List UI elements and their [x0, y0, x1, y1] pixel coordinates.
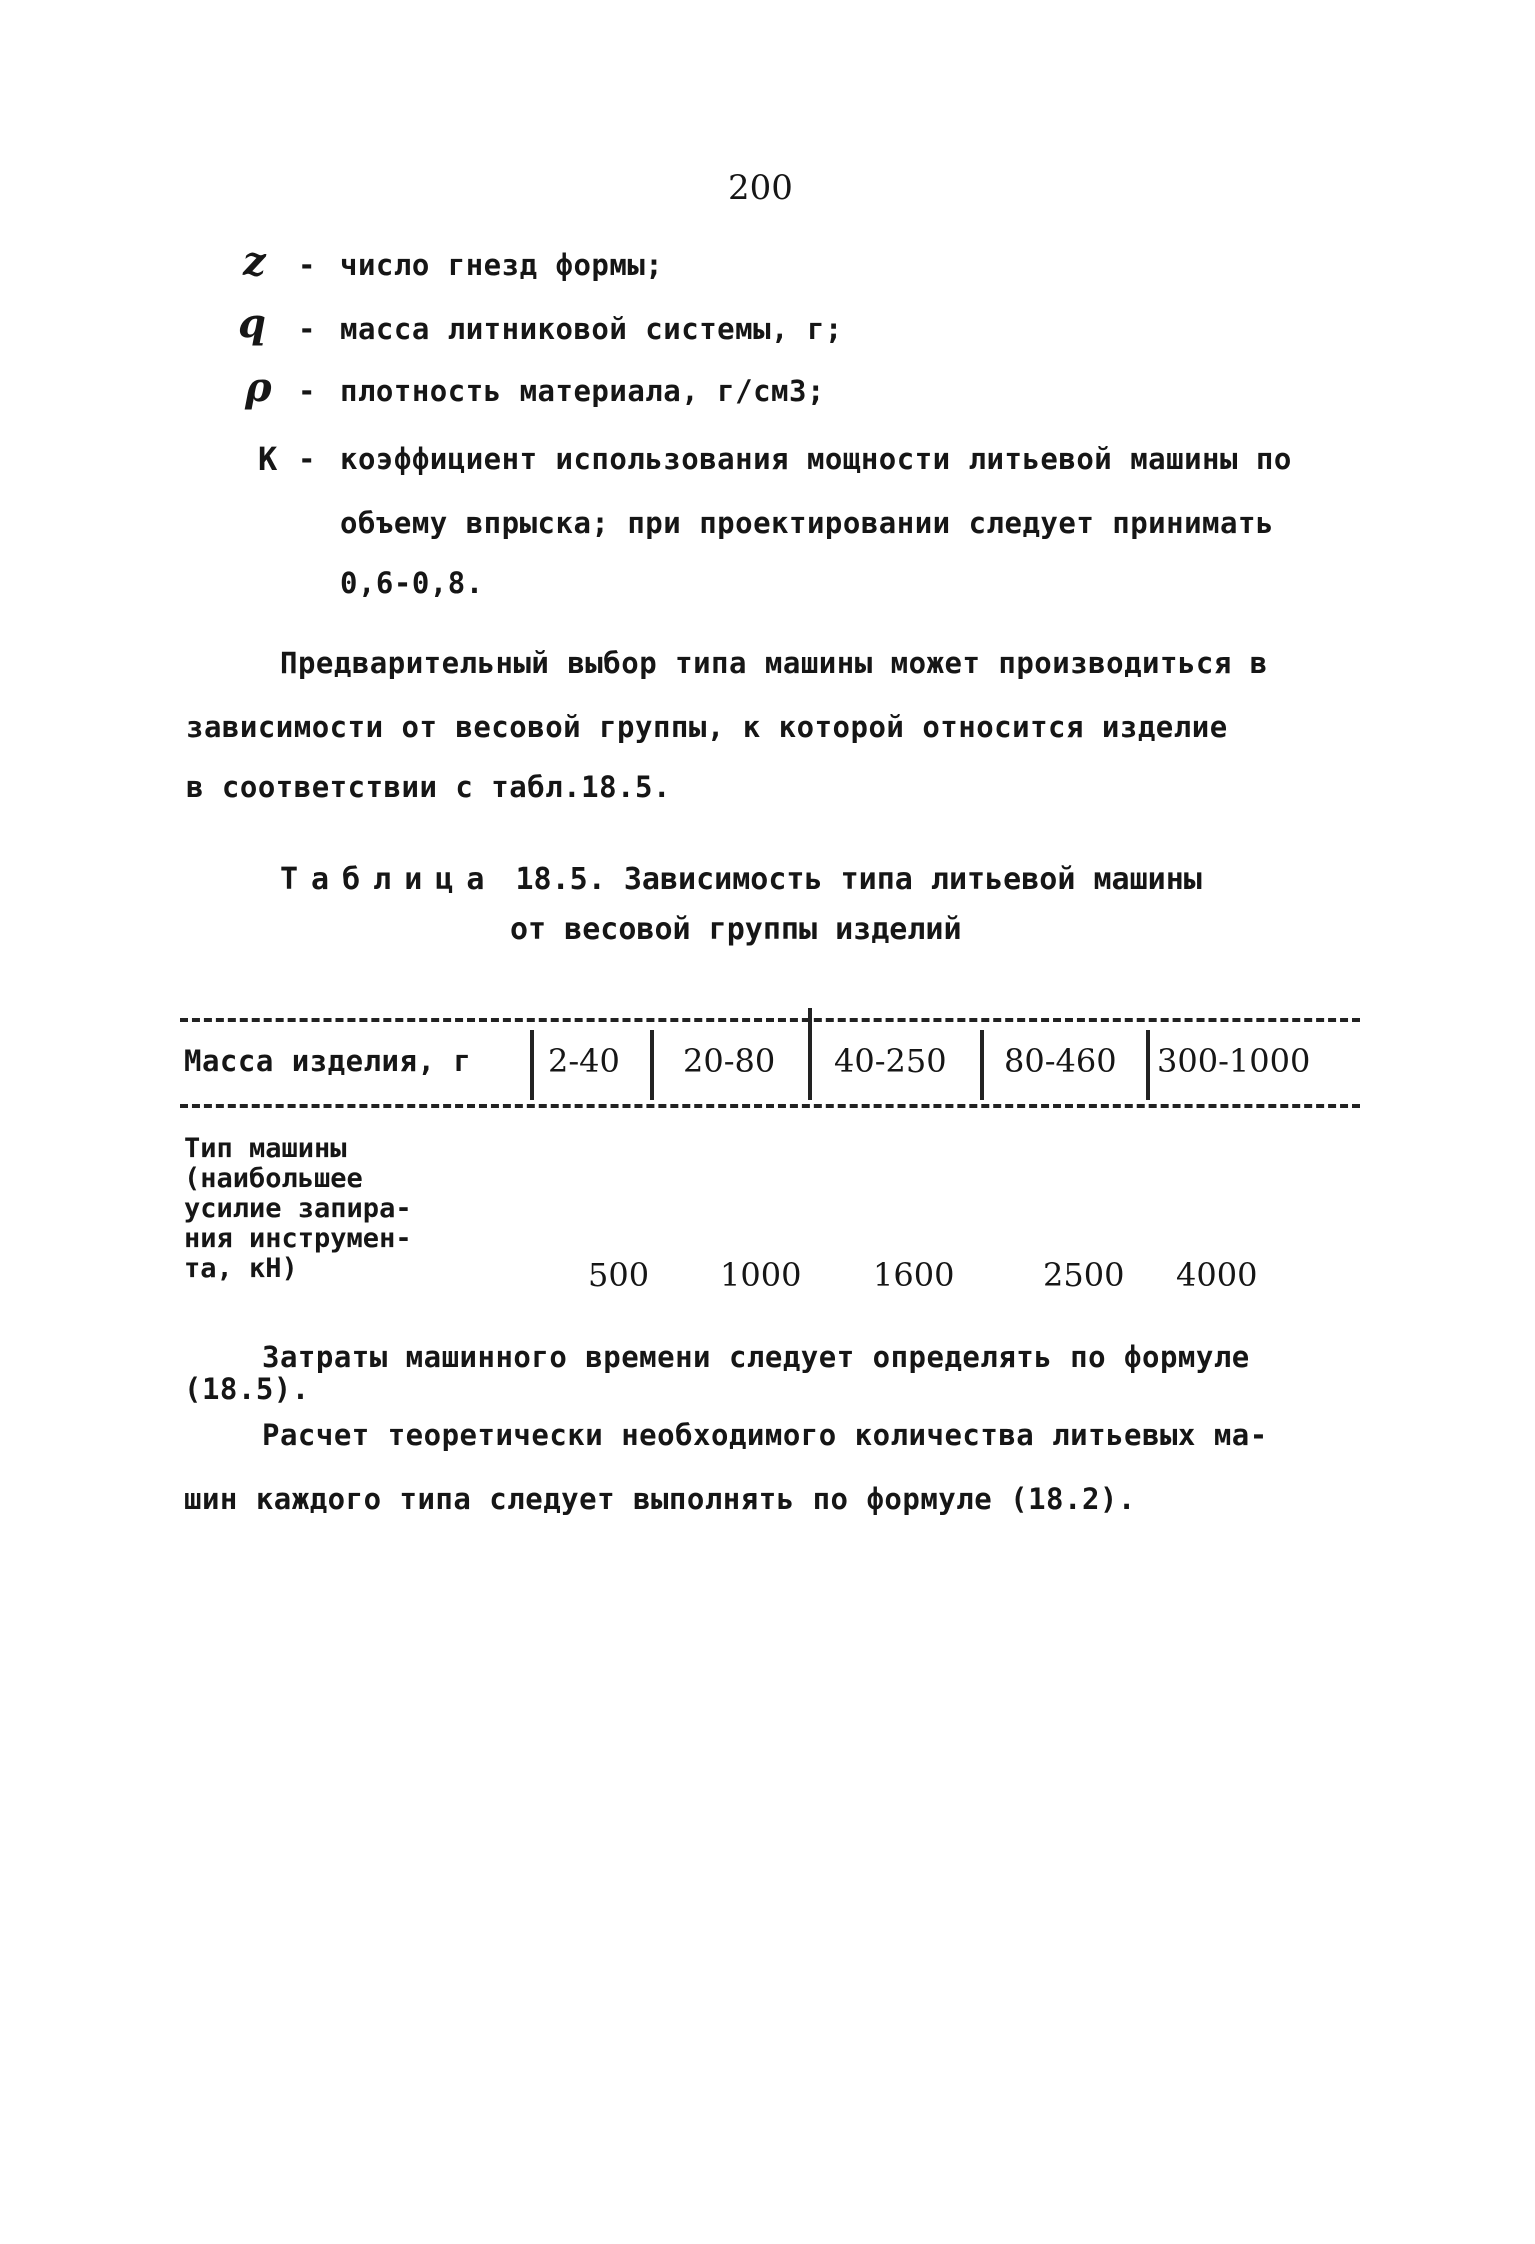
dash: - [298, 248, 316, 282]
page-number: 200 [728, 168, 793, 208]
paragraph-line: зависимости от весовой группы, к которой относится изделие [186, 710, 1228, 744]
machine-force: 2500 [1043, 1256, 1125, 1294]
table-row-label: Тип машины (наибольшее усилие запира- ния инструмен- та, кН) [184, 1133, 412, 1284]
dash: - [298, 374, 316, 408]
mass-range: 80-460 [1004, 1042, 1117, 1080]
table-divider [1146, 1030, 1150, 1100]
machine-force: 1000 [720, 1256, 802, 1294]
table-divider [808, 1008, 812, 1100]
table-divider [530, 1030, 534, 1100]
mass-range: 20-80 [683, 1042, 776, 1080]
table-divider [980, 1030, 984, 1100]
definition-text: 0,6-0,8. [340, 566, 484, 600]
mass-range: 40-250 [834, 1042, 947, 1080]
definition-text: объему впрыска; при проектировании следует принимать [340, 506, 1274, 540]
definition-text: плотность материала, г/см3; [340, 374, 825, 408]
paragraph-line: Расчет теоретически необходимого количества литьевых ма- [262, 1418, 1268, 1452]
symbol-rho: ρ [245, 364, 272, 411]
table-caption [280, 862, 1202, 897]
paragraph-line: шин каждого типа следует выполнять по формуле (18.2). [184, 1482, 1136, 1516]
symbol-k: К [258, 440, 278, 478]
table-rule-middle [180, 1104, 1360, 1108]
paragraph-line: в соответствии с табл.18.5. [186, 770, 671, 804]
machine-force: 500 [588, 1256, 650, 1294]
machine-force: 4000 [1176, 1256, 1258, 1294]
table-rule-top [180, 1018, 1360, 1022]
paragraph-line: Предварительный выбор типа машины может производиться в [280, 646, 1268, 680]
symbol-z: z [243, 238, 266, 285]
definition-text: коэффициент использования мощности литьевой машины по [340, 442, 1292, 476]
mass-range: 2-40 [548, 1042, 620, 1080]
table-caption-continuation: от весовой группы изделий [510, 912, 962, 947]
table-header-label: Масса изделия, г [184, 1044, 472, 1078]
table-caption-text: 18.5. Зависимость типа литьевой машины [497, 862, 1202, 897]
symbol-q: q [238, 300, 266, 347]
machine-force: 1600 [873, 1256, 955, 1294]
dash: - [298, 312, 316, 346]
table-caption-label: Таблица [280, 862, 498, 897]
mass-range: 300-1000 [1157, 1042, 1311, 1080]
paragraph-line: Затраты машинного времени следует определять по формуле [262, 1340, 1250, 1374]
definition-text: масса литниковой системы, г; [340, 312, 843, 346]
paragraph-line: (18.5). [184, 1372, 310, 1406]
dash: - [298, 442, 316, 476]
definition-text: число гнезд формы; [340, 248, 664, 282]
table-divider [650, 1030, 654, 1100]
